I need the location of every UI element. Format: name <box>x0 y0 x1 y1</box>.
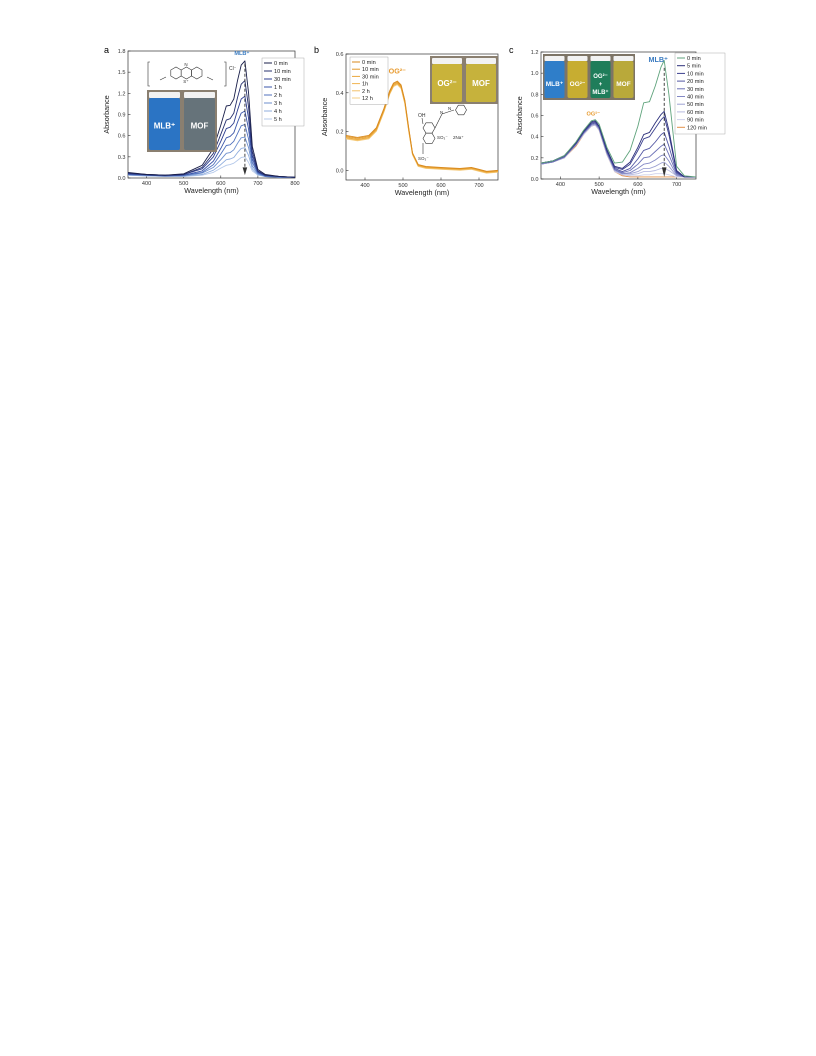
x-tick-label: 500 <box>398 183 408 189</box>
panel-a <box>100 40 310 205</box>
y-tick-label: 1.8 <box>117 49 126 55</box>
y-tick-label: 0.4 <box>530 134 539 141</box>
panel-label: b <box>314 45 320 55</box>
legend-label: 0 min <box>687 56 701 62</box>
legend-label: 5 h <box>274 117 282 123</box>
legend-label: 5 min <box>687 63 701 70</box>
legend-label: 12 h <box>362 96 373 102</box>
structure-n: N <box>184 62 188 67</box>
panel-label: a <box>104 45 110 55</box>
legend-label: 10 min <box>687 71 704 78</box>
x-tick-label: 600 <box>216 181 226 187</box>
y-axis-label: Absorbance <box>515 96 524 135</box>
photo-label: MOF <box>190 121 209 131</box>
x-tick-label: 500 <box>594 182 604 188</box>
bottle-cap <box>184 92 215 98</box>
inset-photo-a <box>147 90 217 152</box>
legend-label: 10 min <box>274 69 291 75</box>
ring-2 <box>181 67 191 79</box>
y-tick-label: 0.8 <box>530 92 539 99</box>
y-tick-label: 0.6 <box>117 133 126 140</box>
legend-label: 40 min <box>687 94 704 101</box>
chart-b <box>310 40 510 205</box>
bottle-cap <box>149 92 180 98</box>
y-tick-label: 0.0 <box>117 176 126 182</box>
legend-label: 120 min <box>687 125 707 132</box>
y-tick-label: 0.2 <box>335 129 344 136</box>
x-tick-label: 700 <box>253 181 263 187</box>
y-tick-label: 0.9 <box>117 112 126 119</box>
structure-na: 2Na⁺ <box>453 135 464 140</box>
x-tick-label: 700 <box>474 183 484 189</box>
structure-so3-a: SO₃⁻ <box>437 135 448 140</box>
og-structure <box>422 105 467 154</box>
legend-label: 2 h <box>362 88 370 95</box>
legend-label: 60 min <box>687 109 704 116</box>
structure-bonds <box>422 110 454 154</box>
photo-label: MOF <box>472 78 490 88</box>
y-tick-label: 0.2 <box>530 155 539 162</box>
x-tick-label: 600 <box>633 182 643 188</box>
ring-1 <box>171 67 181 79</box>
y-tick-label: 0.3 <box>117 154 126 161</box>
legend-label: 50 min <box>687 102 704 109</box>
og-annotation: OG²⁻ <box>388 66 406 76</box>
y-tick-label: 1.5 <box>117 70 126 77</box>
bottle-cap <box>432 58 462 64</box>
photo-label: MLB⁺ <box>545 81 564 88</box>
y-tick-label: 0.0 <box>335 168 344 175</box>
legend-label: 1 h <box>274 85 282 91</box>
structure-n1: N <box>440 110 444 115</box>
legend-label: 2 h <box>274 93 282 99</box>
chart-c <box>505 40 735 205</box>
bottle-cap <box>466 58 496 64</box>
x-tick-label: 700 <box>671 182 682 188</box>
ring-3 <box>192 67 202 79</box>
x-tick-label: 400 <box>360 183 370 189</box>
decrease-arrow-head <box>662 167 667 177</box>
x-tick-label: 600 <box>436 183 446 189</box>
x-axis-label: Wavelength (nm) <box>184 186 239 195</box>
inset-photo-b <box>430 56 498 104</box>
bottle-cap <box>614 56 634 61</box>
mlb-annotation: MLB⁺ <box>234 51 250 57</box>
legend-label: 30 min <box>274 77 291 83</box>
legend-label: 30 min <box>687 86 704 93</box>
panel-label: c <box>509 45 514 55</box>
y-axis-label: Absorbance <box>320 97 329 137</box>
chart-a <box>100 40 310 205</box>
og-annotation: OG²⁻ <box>586 111 601 118</box>
phenyl-ring <box>456 105 467 115</box>
bottle-cap <box>568 56 588 61</box>
photo-label: OG²⁻ <box>437 78 457 88</box>
y-axis-label: Absorbance <box>102 95 111 134</box>
y-tick-label: 1.2 <box>530 50 539 56</box>
bottle-cap <box>591 56 611 61</box>
legend-label: 20 min <box>687 79 704 86</box>
photo-label: MLB⁺ <box>592 90 609 96</box>
legend-label: 4 h <box>274 109 282 115</box>
legend-label: 90 min <box>687 117 704 124</box>
legend-label: 30 min <box>362 74 379 81</box>
bottle <box>545 61 565 98</box>
structure-cl: Cl⁻ <box>229 66 237 72</box>
mlb-annotation: MLB⁺ <box>648 55 668 64</box>
photo-label: + <box>598 82 603 88</box>
y-tick-label: 0.4 <box>335 90 344 97</box>
bottle-cap <box>545 56 565 61</box>
y-tick-label: 1.0 <box>530 71 539 78</box>
y-tick-label: 0.0 <box>530 177 539 183</box>
structure-so3-b: SO₃⁻ <box>418 156 429 161</box>
bottle <box>614 61 634 98</box>
x-tick-label: 500 <box>178 181 189 187</box>
legend-label: 3 h <box>274 101 282 107</box>
panel-b <box>310 40 510 205</box>
naphthalene-ring-1 <box>423 123 435 133</box>
x-tick-label: 400 <box>141 181 152 187</box>
x-tick-label: 800 <box>290 181 300 187</box>
photo-label: OG²⁻ <box>569 81 586 88</box>
inset-photo-c <box>543 54 635 100</box>
photo-label: MOF <box>616 81 631 88</box>
structure-s: S⁺ <box>183 79 189 84</box>
y-tick-label: 1.2 <box>117 91 126 98</box>
naphthalene-ring-2 <box>423 133 435 143</box>
photo-label: MLB⁺ <box>153 121 176 131</box>
x-tick-label: 400 <box>555 182 566 188</box>
x-axis-label: Wavelength (nm) <box>591 187 646 196</box>
decrease-arrow-head <box>243 167 248 175</box>
photo-label: OG²⁻ <box>593 74 608 80</box>
legend-label: 0 min <box>362 60 376 66</box>
legend-label: 10 min <box>362 67 379 74</box>
bottle <box>568 61 588 98</box>
legend-label: 0 min <box>274 61 288 67</box>
legend-label: 1h <box>362 81 369 88</box>
y-tick-label: 0.6 <box>530 113 539 120</box>
structure-oh: OH <box>418 113 426 119</box>
structure-n2: N <box>448 106 452 111</box>
panel-c <box>505 40 735 205</box>
y-tick-label: 0.6 <box>335 52 344 58</box>
x-axis-label: Wavelength (nm) <box>394 188 450 197</box>
